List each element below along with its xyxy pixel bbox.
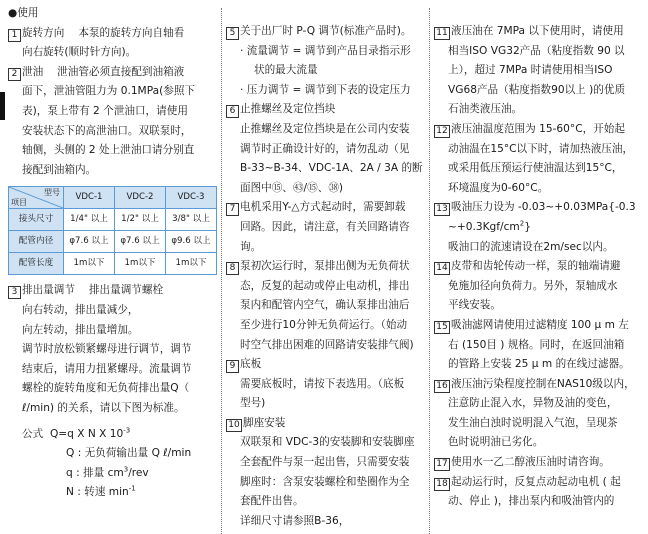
section-6-line-3: 调节时正确设计好的，请勿乱动（见 — [240, 142, 410, 155]
table-col-header: VDC-3 — [166, 187, 217, 209]
section-3-line-7: ℓ/min) 的关系，请以下图为标准。 — [22, 401, 185, 414]
section-18-line-1: 起动运行时，反复点动起动电机 ( 起 — [451, 475, 621, 488]
table-row — [9, 231, 217, 253]
section-16-line-4: 色时说明油已劣化。 — [448, 436, 544, 449]
section-5-line-1: 关于出厂时 P-Q 调节(标准产品时)。 — [240, 25, 412, 37]
section-16-line-1: 液压油污染程度控制在NAS10级以内， — [451, 377, 635, 390]
table-cell: 1m以下 — [166, 253, 217, 275]
section-13-line-2: ~+0.3Kgf/cm — [448, 220, 520, 233]
section-5-line-4: · 压力调节 = 调节到下表的设定压力 — [240, 83, 411, 96]
section-12 — [434, 120, 644, 198]
section-2 — [8, 63, 220, 181]
section-2-line-6: 接配到油箱内。 — [22, 163, 97, 176]
section-14 — [434, 257, 644, 316]
section-10 — [226, 414, 424, 532]
section-10-line-5: 套配件出售。 — [240, 495, 304, 508]
formula-displacement-definition: q : 排量 cm — [66, 466, 124, 479]
section-number: 13 — [434, 203, 450, 216]
drain-pipe-spec-table — [8, 186, 217, 275]
section-8-line-3: 泵内和配管内空气，确认泵排出油后 — [240, 299, 410, 312]
section-number: 1 — [8, 29, 21, 42]
section-15 — [434, 316, 644, 375]
section-3-line-1: 排出量调节 排出量调节螺栓 — [22, 284, 164, 297]
section-number: 16 — [434, 380, 450, 393]
section-13 — [434, 198, 644, 257]
table-cell: 3/8" 以上 — [166, 209, 217, 231]
section-1 — [8, 24, 220, 63]
table-row — [9, 253, 217, 275]
section-14-line-3: 平线安装。 — [448, 299, 501, 312]
section-2-line-1: 泄油 泄油管必须直接配到油箱液 — [22, 65, 185, 78]
side-margin-marker — [0, 92, 5, 120]
section-11 — [434, 22, 644, 120]
section-10-line-2: 双联泵和 VDC-3的安装脚和安装脚座 — [240, 436, 415, 449]
section-6-line-1: 止推螺丝及定位挡块 — [240, 103, 336, 116]
section-number: 11 — [434, 27, 450, 40]
section-number: 9 — [226, 360, 239, 373]
column-2 — [226, 22, 424, 531]
section-16 — [434, 375, 644, 453]
table-cell: 1m以下 — [64, 253, 115, 275]
section-3-line-6: 螺栓的旋转角度和无负荷排出量Q（ — [22, 382, 190, 395]
formula-main: Q=q X N X 10 — [49, 427, 124, 440]
section-number: 6 — [226, 105, 239, 118]
section-9-line-3: 型号) — [240, 397, 266, 410]
section-9-line-2: 需要底板时，请按下表选用。（底板 — [240, 377, 405, 390]
section-number: 5 — [226, 27, 239, 40]
table-cell: 1/4" 以上 — [64, 209, 115, 231]
section-11-line-3: 上），超过 7MPa 时请使用相当ISO — [448, 64, 613, 77]
table-cell: 1m以下 — [115, 253, 166, 275]
column-1 — [8, 0, 220, 503]
table-header-row — [9, 187, 217, 209]
section-6-line-4: B-33~B-34、VDC-1A、2A / 3A 的断 — [240, 162, 423, 175]
section-number: 8 — [226, 262, 239, 275]
section-3-line-2: 向右转动，排出量减少， — [22, 303, 139, 316]
section-18-line-2: 动、停止 )，排出泵内和吸油管内的 — [448, 495, 615, 508]
section-6-line-2: 止推螺丝及定位挡块是在公司内安装 — [240, 122, 410, 135]
section-13-line-1: 吸油压力设为 -0.03~+0.03MPa{-0.3 — [451, 201, 636, 214]
section-12-line-3: 或采用低压预运行使油温达到15°C， — [448, 162, 623, 175]
section-11-line-4: VG68产品（粘度指数90以上 )的优质 — [448, 83, 626, 96]
section-17-line-1: 使用水一乙二醇液压油时请咨询。 — [451, 456, 610, 469]
section-5-line-3: 状的最大流量 — [254, 64, 318, 77]
section-3-line-3: 向左转动，排出量增加。 — [22, 323, 139, 336]
flow-formula — [8, 425, 220, 503]
table-row-header: 接头尺寸 — [9, 209, 64, 231]
table-row — [9, 209, 217, 231]
section-10-line-4: 脚座时：含泵安装螺栓和垫圈作为全 — [240, 475, 410, 488]
section-11-line-1: 液压油在 7MPa 以下使用时，请使用 — [451, 25, 624, 37]
formula-displacement-unit: /rev — [128, 466, 149, 479]
formula-q-definition: Q : 无负荷输出量 Q ℓ/min — [66, 447, 192, 460]
section-17 — [434, 453, 644, 473]
column-divider-2 — [429, 8, 430, 534]
section-9 — [226, 355, 424, 414]
section-16-line-3: 发生油白浊时说明混入气泡，呈现茶 — [448, 416, 618, 429]
table-cell: φ7.6 以上 — [115, 231, 166, 253]
section-7 — [226, 198, 424, 257]
section-2-line-5: 轴侧，头侧的 2 处上泄油口请分别直 — [22, 144, 195, 157]
formula-prefix: 公式 — [22, 427, 44, 440]
column-3 — [434, 22, 644, 512]
section-2-line-2: 面下，泄油管阻力为 0.1MPa(参照下 — [22, 85, 196, 98]
section-12-line-2: 动油温在15°C以下时，请加热液压油， — [448, 142, 634, 155]
table-col-header: VDC-1 — [64, 187, 115, 209]
section-10-line-6: 详细尺寸请参照B-36， — [240, 514, 350, 527]
section-1-line-1: 旋转方向 本泵的旋转方向自轴看 — [22, 26, 185, 39]
table-cell: φ7.6 以上 — [64, 231, 115, 253]
section-number: 7 — [226, 203, 239, 216]
section-13-exponent: 2 — [519, 219, 525, 228]
section-3-line-5: 结束后，请用力扭紧螺母。流量调节 — [22, 362, 192, 375]
section-7-line-1: 电机采用Y-△方式起动时，需要卸载 — [240, 201, 406, 214]
section-13-line-3: 吸油口的流速请设在2m/sec以内。 — [448, 240, 614, 253]
formula-main-exponent: -3 — [123, 425, 131, 434]
section-15-line-2: 右 (150目 ) 规格。同时，在返回油箱 — [448, 338, 625, 351]
section-6 — [226, 100, 424, 198]
section-number: 3 — [8, 286, 21, 299]
table-row-header: 配管长度 — [9, 253, 64, 275]
section-3-line-4: 调节时放松锁紧螺母进行调节，调节 — [22, 343, 192, 356]
section-9-line-1: 底板 — [240, 358, 262, 371]
section-number: 18 — [434, 478, 450, 491]
section-5-line-2: · 流量调节 = 调节到产品目录指示形 — [240, 44, 411, 57]
table-row-header: 配管内径 — [9, 231, 64, 253]
corner-bottom-label: 项目 — [11, 198, 27, 208]
formula-displacement-exponent: 3 — [123, 465, 129, 474]
section-number: 17 — [434, 458, 450, 471]
section-15-line-3: 的管路上安装 25 μ m 的在线过滤器。 — [448, 358, 630, 371]
section-14-line-2: 免施加径向负荷力。另外，泵轴成水 — [448, 279, 618, 292]
table-cell: φ9.6 以上 — [166, 231, 217, 253]
section-8 — [226, 257, 424, 355]
section-number: 2 — [8, 68, 21, 81]
section-7-line-3: 询。 — [240, 240, 262, 253]
section-14-line-1: 皮带和齿轮传动一样，泵的轴端请避 — [451, 260, 621, 273]
section-10-line-1: 脚座安装 — [243, 416, 286, 429]
section-16-line-2: 注意防止混入水，异物及油的变色， — [448, 397, 618, 410]
section-heading: ●使用 — [8, 7, 39, 19]
section-11-line-5: 石油类液压油。 — [448, 103, 523, 116]
section-11-line-2: 相当ISO VG32产品（粘度指数 90 以 — [448, 44, 625, 57]
table-corner-cell — [9, 187, 64, 209]
section-number: 14 — [434, 262, 450, 275]
section-10-line-3: 全套配件与泵一起出售，只需要安装 — [240, 456, 410, 469]
section-8-line-4: 至少进行10分钟无负荷运行。（始动 — [240, 318, 408, 331]
section-8-line-1: 泵初次运行时，泵排出侧为无负荷状 — [240, 260, 410, 273]
corner-top-label: 型号 — [44, 188, 60, 198]
formula-speed-exponent: -1 — [128, 484, 136, 493]
section-number: 12 — [434, 125, 450, 138]
section-15-line-1: 吸油滤网请使用过滤精度 100 μ m 左 — [451, 318, 629, 331]
section-18 — [434, 473, 644, 512]
section-8-line-2: 态，反复的起动或停止电动机，排出 — [240, 279, 410, 292]
table-cell: 1/2" 以上 — [115, 209, 166, 231]
section-12-line-1: 液压油温度范围为 15-60°C，开始起 — [451, 122, 625, 135]
section-5 — [226, 22, 424, 100]
section-3 — [8, 281, 220, 418]
section-number: 10 — [226, 419, 242, 432]
section-2-line-4: 安装状态下的高泄油口。双联泵时， — [22, 124, 192, 137]
section-12-line-4: 环境温度为0-60°C。 — [448, 181, 549, 194]
section-8-line-5: 时空气排出困难的回路请安装排气阀) — [240, 338, 414, 351]
table-col-header: VDC-2 — [115, 187, 166, 209]
section-6-line-5: 面图中⑮、㊸/⑮、㊳) — [240, 181, 344, 194]
section-13-tail: } — [524, 220, 531, 233]
section-1-line-2: 向右旋转(顺时针方向)。 — [22, 46, 137, 59]
section-number: 15 — [434, 321, 450, 334]
section-2-line-3: 表)，泵上带有 2 个泄油口，请使用 — [22, 104, 188, 117]
formula-speed-definition: N : 转速 min — [66, 486, 129, 499]
column-divider-1 — [221, 8, 222, 534]
section-7-line-2: 回路。因此，请注意，有关回路请咨 — [240, 220, 410, 233]
